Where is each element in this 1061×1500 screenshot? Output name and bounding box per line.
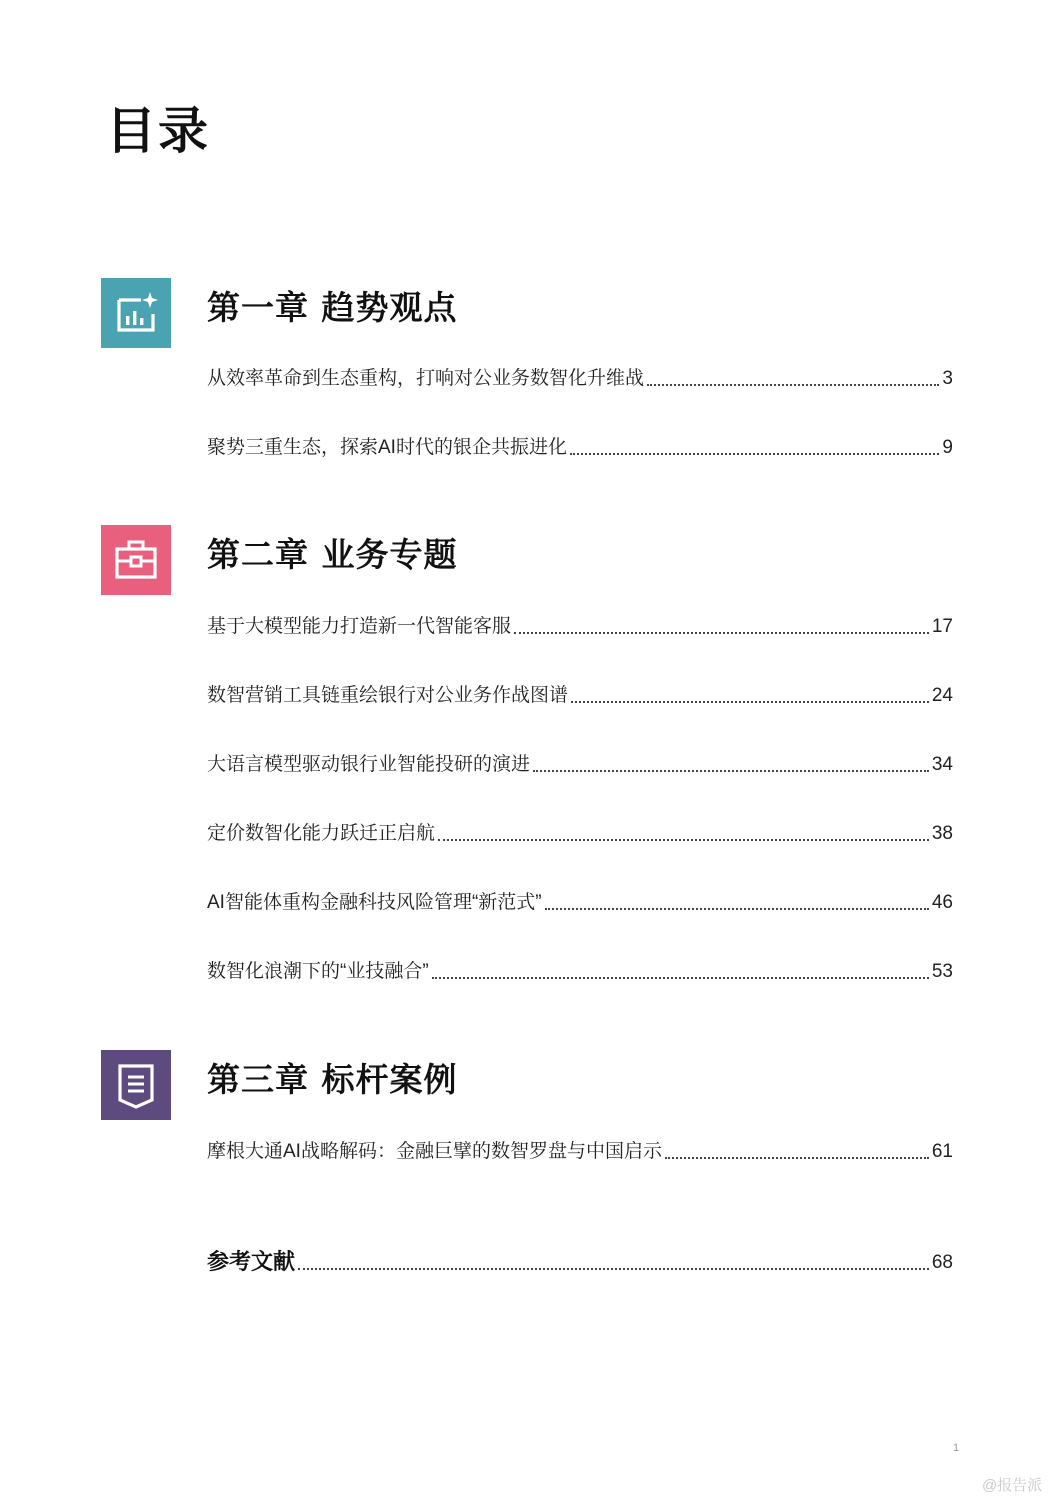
toc-entry-page: 17 [931,616,953,637]
toc-entry-title: 数智化浪潮下的“业技融合” [207,961,429,982]
toc-entry-title: 从效率革命到生态重构，打响对公业务数智化升维战 [207,368,645,389]
chart-sparkle-icon [101,278,171,348]
toc-entry[interactable] [207,612,953,642]
chapter-2 [101,525,961,595]
page-number: 1 [953,1442,960,1454]
toc-entry[interactable] [207,750,953,780]
toc-entry-page: 24 [931,685,953,706]
toc-entry-page: 46 [931,892,953,913]
dot-leader [570,453,939,455]
toc-entry-title: 定价数智化能力跃迁正启航 [207,823,436,844]
dot-leader [514,632,929,634]
toc-entry-page: 9 [942,437,953,458]
toc-entry-title: AI智能体重构金融科技风险管理“新范式” [207,892,542,913]
chapter-1 [101,278,961,348]
toc-entry[interactable] [207,433,953,463]
chapter-header [101,1050,961,1120]
toc-entry-page: 53 [931,961,953,982]
dot-leader [298,1268,929,1270]
references-page: 68 [931,1252,953,1273]
toc-entry-title: 基于大模型能力打造新一代智能客服 [207,616,512,637]
toc-entry-page: 3 [942,368,953,389]
toc-entry[interactable] [207,364,953,394]
chapter-title: 第一章 趋势观点 [207,288,458,327]
references-title: 参考文献 [207,1249,296,1275]
chapter-title: 第二章 业务专题 [207,535,458,574]
page-title: 目录 [106,101,210,160]
toc-entry[interactable] [207,681,953,711]
dot-leader [647,384,939,386]
dot-leader [545,908,929,910]
toc-entry[interactable] [207,1137,953,1167]
dot-leader [665,1157,929,1159]
dot-leader [571,701,929,703]
toc-entry-title: 数智营销工具链重绘银行对公业务作战图谱 [207,685,569,706]
watermark: @报告派 [982,1477,1043,1494]
references-entry[interactable] [207,1244,953,1280]
toc-entry-page: 38 [931,823,953,844]
toc-entry[interactable] [207,819,953,849]
toc-entry-title: 聚势三重生态，探索AI时代的银企共振进化 [207,437,567,458]
document-shield-icon [101,1050,171,1120]
dot-leader [438,839,929,841]
toc-entry-title: 摩根大通AI战略解码：金融巨擘的数智罗盘与中国启示 [207,1141,662,1162]
briefcase-icon [101,525,171,595]
dot-leader [533,770,929,772]
dot-leader [432,977,929,979]
toc-entry[interactable] [207,888,953,918]
chapter-header [101,525,961,595]
toc-entry-page: 34 [931,754,953,775]
chapter-title: 第三章 标杆案例 [207,1060,458,1099]
toc-entry-title: 大语言模型驱动银行业智能投研的演进 [207,754,531,775]
chapter-header [101,278,961,348]
toc-entry[interactable] [207,957,953,987]
chapter-3 [101,1050,961,1120]
toc-entry-page: 61 [931,1141,953,1162]
